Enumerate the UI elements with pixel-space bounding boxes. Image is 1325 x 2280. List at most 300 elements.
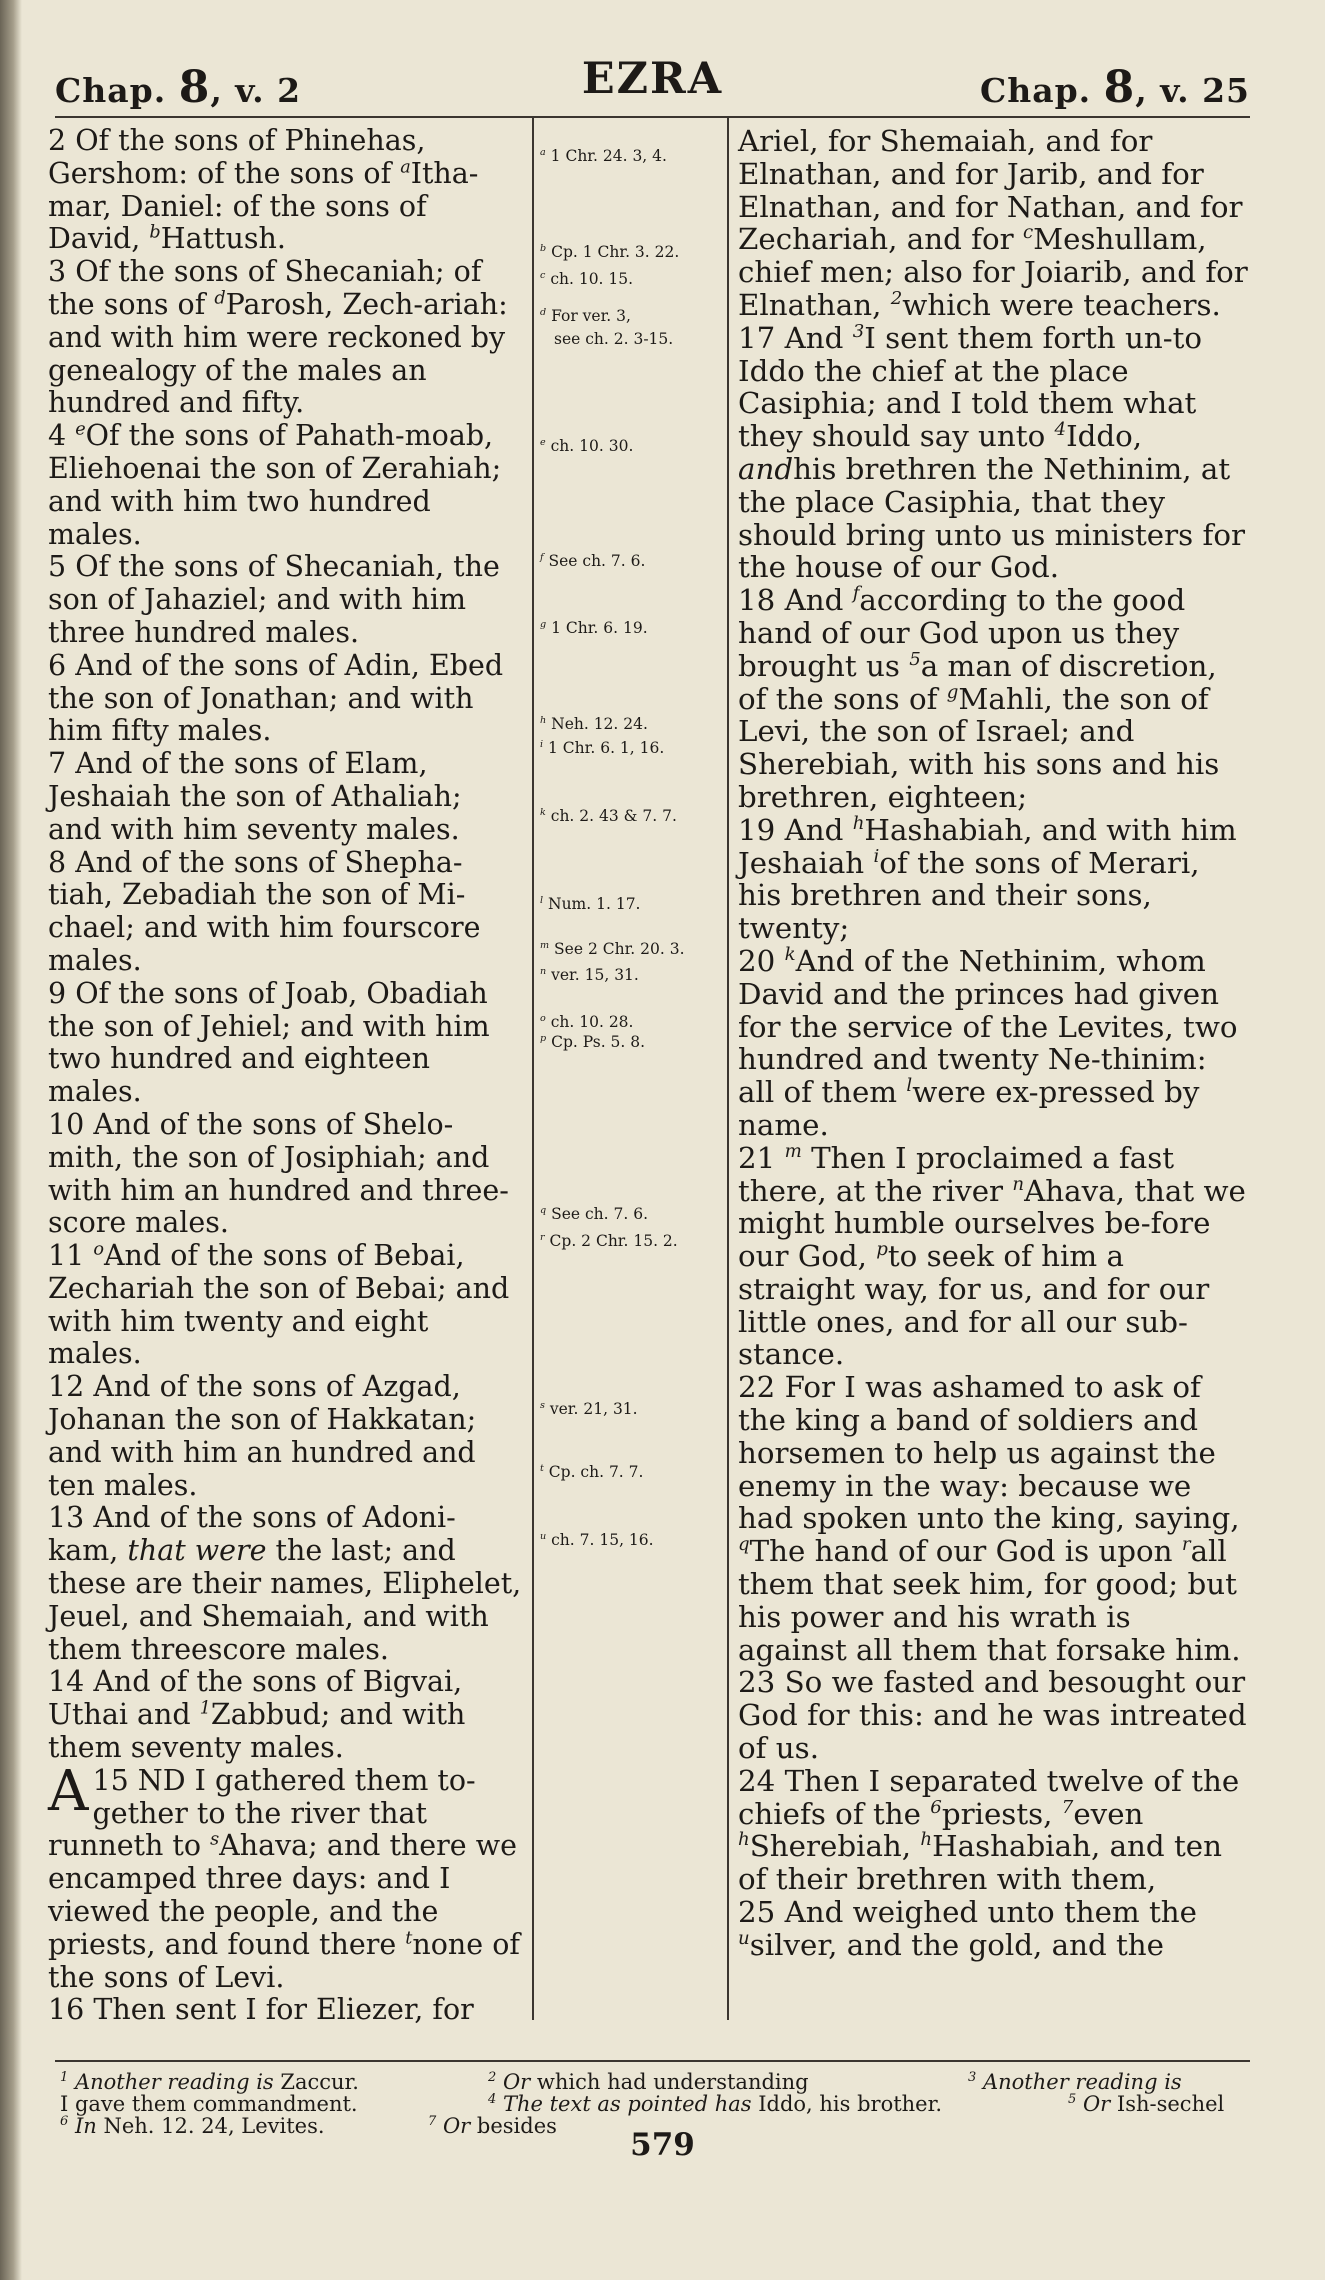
footnote-italic: Or	[502, 2070, 531, 2094]
verse-text: 23 So we fasted and besought	[738, 1665, 1186, 1700]
verse-paragraph	[48, 1994, 523, 2027]
reference-text: Num. 1. 17.	[548, 895, 641, 913]
verse-text: Hashabiah, and with	[864, 812, 1172, 847]
verse-text: him two hundred and eighteen	[48, 1009, 490, 1076]
header-right-chapter: 8	[1103, 62, 1136, 113]
verse-paragraph	[48, 1666, 523, 1764]
verse-text: of the king a band of soldiers	[738, 1370, 1201, 1438]
reference-letter: o	[540, 1012, 546, 1024]
reference-text: Cp. 1 Chr. 3. 22.	[551, 243, 680, 261]
verse-text: score males.	[48, 1206, 229, 1240]
footnote-number: 3	[968, 2070, 977, 2085]
reference-text: 1 Chr. 24. 3, 4.	[550, 147, 667, 165]
verse-text: 18 And	[738, 583, 853, 618]
reference-text: See 2 Chr. 20. 3.	[554, 940, 685, 958]
verse-paragraph	[48, 1109, 523, 1240]
reference-marker: i	[873, 845, 880, 867]
verse-text: 13 And of the sons of Adoni-	[48, 1501, 456, 1535]
verse-text: two hundred and twenty Ne-	[738, 1009, 1238, 1077]
verse-text: Ariel, for Shemaiah, and for	[738, 124, 1153, 158]
verse-text: for the service of the Levites,	[738, 1009, 1174, 1044]
verse-text: intreated of us.	[738, 1698, 1247, 1766]
reference-marker: f	[852, 583, 860, 605]
verse-text: 21	[738, 1140, 785, 1175]
header-right	[980, 62, 1250, 113]
footnote-number: 2	[488, 2070, 497, 2085]
reference-marker: t	[405, 1928, 413, 1949]
verse-text: mar, Daniel: of the sons of	[48, 189, 427, 223]
verse-text: saying,	[1134, 1501, 1240, 1536]
header-left-prefix: Chap.	[55, 71, 167, 110]
verse-text: The hand of our God	[749, 1534, 1056, 1569]
verse-text: Meshullam, chief men; also	[738, 222, 1207, 290]
reference-marker: h	[920, 1829, 933, 1851]
reference-marker: g	[946, 681, 959, 703]
italic-text: and	[738, 451, 794, 486]
verse-text: 25 And weighed unto them the	[738, 1895, 1198, 1930]
verse-paragraph	[738, 1142, 1248, 1372]
reference-letter: r	[540, 1231, 545, 1243]
verse-text: to seek of him a	[887, 1239, 1124, 1274]
header-right-verse: , v. 25	[1135, 71, 1250, 110]
verse-text: his brethren, eighteen;	[738, 747, 1220, 814]
reference-text: See ch. 7. 6.	[551, 1205, 649, 1223]
reference-letter: s	[540, 1399, 545, 1411]
verse-text: for the house of our God.	[738, 517, 1245, 585]
text-column-left	[48, 125, 523, 2027]
verse-text: to Iddo the chief at the place	[738, 320, 1203, 388]
verse-text: Iddo,	[1066, 419, 1143, 454]
verse-text: and for Zechariah, and for	[738, 189, 1243, 257]
verse-text: priests, and found there	[48, 1927, 406, 1961]
verse-text: even	[1073, 1796, 1144, 1831]
verse-paragraph	[48, 420, 523, 551]
verse-text: our God for this: and he was	[738, 1665, 1246, 1733]
verse-text: mith, the son of Josiphiah; and	[48, 1140, 490, 1174]
reference-letter: u	[540, 1530, 547, 1542]
reference-text: Cp. 2 Chr. 15. 2.	[549, 1232, 678, 1250]
verse-text: 2 Of the sons of Phinehas,	[48, 124, 426, 157]
reference-marker: h	[738, 1829, 750, 1851]
reference-letter: e	[540, 436, 546, 448]
drop-cap: A	[48, 1758, 89, 1824]
reference-entry	[540, 715, 648, 733]
verse-text: gether to the river that	[92, 1796, 427, 1830]
verse-text: which were teachers.	[902, 287, 1221, 322]
verse-text: him Jeshaiah	[738, 812, 1237, 880]
verse-text: Zabbud; and with	[210, 1698, 466, 1732]
verse-text: of the sons of	[879, 845, 1079, 880]
verse-text: 7 And of the sons of Elam,	[48, 747, 428, 781]
reference-entry	[540, 895, 640, 913]
reference-text: See ch. 7. 6.	[548, 552, 646, 570]
verse-text: thinim: all of them	[738, 1042, 1207, 1110]
verse-text: and horsemen to help us against	[738, 1403, 1199, 1470]
verse-text: runneth to	[48, 1829, 211, 1863]
footnote-text: which had understanding	[530, 2070, 809, 2094]
reference-letter: g	[540, 618, 547, 630]
verse-text: 3 Of the sons of Shecaniah;	[48, 255, 445, 289]
reference-marker: r	[1181, 1534, 1191, 1556]
header-rule	[55, 116, 1250, 118]
verse-text: Casiphia; and I told them what	[738, 386, 1197, 421]
verse-text: fore our God,	[738, 1206, 1211, 1274]
reference-text: see ch. 2. 3-15.	[554, 330, 674, 348]
reference-marker: p	[876, 1239, 888, 1261]
footnote-number: 4	[488, 2092, 497, 2107]
verse-text: And of the sons of Bebai,	[103, 1239, 465, 1273]
verse-text: ND I gathered them to-	[137, 1763, 476, 1797]
verse-text: for Joiarib, and for Elnathan,	[738, 255, 1248, 322]
reference-marker: m	[784, 1140, 802, 1162]
reference-letter: l	[540, 894, 544, 906]
verse-text: and with him an hundred and	[48, 1435, 476, 1469]
verse-text: the place Casiphia, that they	[738, 484, 1166, 519]
verse-text: males.	[48, 1075, 142, 1109]
reference-letter: h	[540, 714, 547, 726]
verse-text: they should say unto	[738, 419, 1055, 454]
header-right-prefix: Chap.	[979, 71, 1092, 110]
reference-marker: k	[784, 944, 796, 966]
reference-letter: i	[540, 738, 544, 750]
reference-marker: d	[214, 288, 226, 309]
reference-entry	[540, 966, 639, 984]
reference-entry	[540, 437, 633, 455]
verse-text: for Elnathan, and for Nathan,	[738, 156, 1204, 224]
verse-text: them seventy males.	[48, 1731, 344, 1765]
verse-text: wrath is against all them that	[738, 1599, 1131, 1667]
reference-text: ch. 10. 15.	[550, 270, 634, 288]
verse-text: Of the sons of Pahath-	[85, 419, 405, 453]
reference-entry	[540, 270, 633, 288]
verse-text: David,	[48, 222, 150, 256]
reference-text: Cp. Ps. 5. 8.	[551, 1033, 646, 1051]
footnote-marker: 4	[1054, 419, 1067, 441]
verse-text: we encamped three days: and	[48, 1829, 517, 1896]
verse-text: I sent them forth un-	[864, 320, 1173, 355]
verse-text: I viewed the people, and the	[48, 1862, 451, 1929]
verse-text: 8 And of the sons of Shepha-	[48, 845, 463, 879]
footnote	[1068, 2090, 1224, 2118]
verse-paragraph	[48, 978, 523, 1109]
footnote-italic: Or	[1082, 2092, 1111, 2116]
footnote-marker: 7	[1061, 1796, 1074, 1818]
footnote-marker: 3	[852, 321, 865, 343]
verse-text: of the sons of	[48, 255, 482, 321]
footnotes	[48, 2068, 1248, 2138]
footnote-italic: In	[74, 2114, 97, 2138]
verse-text: priests,	[941, 1796, 1062, 1831]
reference-entry	[540, 243, 679, 261]
verse-paragraph	[738, 1765, 1248, 1896]
verse-text: Ebed the son of Jonathan; and	[48, 648, 504, 715]
column-divider-right	[727, 118, 729, 2020]
reference-letter: p	[540, 1032, 547, 1044]
reference-entry	[540, 307, 631, 325]
verse-text: Uthai and	[48, 1698, 200, 1732]
verse-text: males.	[48, 943, 142, 977]
reference-marker: c	[1023, 222, 1034, 244]
verse-text: the son of Jehiel; and with	[48, 1009, 427, 1043]
reference-marker: e	[75, 419, 86, 440]
reference-entry	[540, 1033, 645, 1051]
reference-letter: b	[540, 242, 547, 254]
footnote-marker: 5	[909, 648, 921, 670]
verse-text: Mahli, the son	[958, 681, 1171, 716]
verse-text: 5 Of the sons of Shecaniah,	[48, 550, 445, 584]
verse-text: tiah, Zebadiah the son of Mi-	[48, 878, 466, 912]
verse-text: Merari, his brethren and their	[738, 845, 1200, 913]
footnote-text: Zaccur.	[273, 2070, 359, 2094]
binding-gutter	[0, 0, 22, 2280]
verse-text: Zerahiah; and with him two	[48, 451, 502, 518]
reference-text: Cp. ch. 7. 7.	[548, 1463, 644, 1481]
reference-marker: a	[400, 157, 411, 178]
verse-text: brought us	[738, 648, 910, 683]
verse-text: Johanan the son of Hakkatan;	[48, 1403, 477, 1437]
footnote-number: 5	[1068, 2092, 1077, 2107]
verse-text: pressed by name.	[738, 1075, 1200, 1142]
page-number: 579	[630, 2127, 695, 2163]
verse-text: Zechariah the son of Bebai;	[48, 1271, 447, 1305]
verse-text: these are their names, Eliphelet,	[48, 1567, 522, 1601]
verse-paragraph	[738, 125, 1248, 322]
verse-text: Sherebiah,	[749, 1829, 921, 1864]
reference-entry	[540, 619, 648, 637]
verse-text: Itha-	[410, 156, 479, 190]
verse-text: Jeshaiah the son of Athaliah;	[48, 779, 462, 813]
verse-text: 6 And of the sons of Adin,	[48, 648, 420, 682]
reference-entry	[540, 739, 664, 757]
verse-text: moab, Eliehoenai the son of	[48, 419, 494, 485]
verse-text: ten males.	[48, 1468, 198, 1502]
verse-text: hundred males.	[48, 484, 431, 551]
footnote-marker: 6	[930, 1796, 942, 1818]
verse-paragraph	[738, 945, 1248, 1142]
footnote-number: 7	[428, 2114, 437, 2129]
reference-marker: o	[93, 1239, 104, 1260]
reference-entry	[540, 1013, 633, 1031]
reference-entry	[540, 1205, 648, 1223]
reference-letter: f	[540, 551, 544, 563]
footnote-text: Neh. 12. 24, Levites.	[96, 2114, 325, 2138]
verse-paragraph	[48, 748, 523, 846]
verse-text: And of the Nethinim, whom	[795, 943, 1206, 978]
footnote-italic: The text as pointed has	[502, 2092, 752, 2116]
verse-text: Jeuel, and Shemaiah, and with	[48, 1599, 489, 1633]
reference-marker: l	[906, 1075, 913, 1097]
reference-entry	[540, 1400, 638, 1418]
verse-text: silver, and the gold, and the	[749, 1927, 1164, 1962]
column-divider-left	[532, 118, 534, 2020]
reference-text: ch. 10. 30.	[550, 437, 634, 455]
footnote-text: besides	[470, 2114, 557, 2138]
verse-text: the enemy in the way: because	[738, 1435, 1216, 1503]
verse-text: we might humble ourselves be-	[738, 1173, 1246, 1241]
verse-paragraph	[738, 322, 1248, 584]
verse-text: them threescore males.	[48, 1632, 389, 1666]
verse-text: 9 Of the sons of Joab, Obadiah	[48, 976, 488, 1010]
verse-text: all them that seek him,	[738, 1534, 1227, 1602]
verse-paragraph	[48, 847, 523, 978]
verse-text: of the sons of	[738, 681, 947, 716]
verse-text: Hattush.	[160, 222, 286, 256]
verse-text: hand of our God upon us they	[738, 615, 1180, 650]
reference-letter: d	[540, 306, 547, 318]
verse-text: 20	[738, 943, 785, 978]
verse-paragraph	[48, 1240, 523, 1371]
reference-marker: n	[1012, 1173, 1025, 1195]
verse-text: with him fifty males.	[48, 681, 474, 748]
book-title: EZRA	[581, 54, 724, 104]
reference-letter: n	[540, 965, 547, 977]
verse-text: is upon	[1064, 1534, 1182, 1569]
reference-entry	[540, 1232, 678, 1250]
verse-text: 11	[48, 1239, 94, 1273]
footnote-rule	[55, 2060, 1250, 2062]
verse-paragraph	[738, 584, 1248, 814]
verse-paragraph	[48, 1371, 523, 1502]
verse-text: stance.	[738, 1337, 845, 1372]
verse-text: there, at the river	[738, 1173, 1013, 1208]
verse-paragraph	[48, 125, 523, 256]
verse-text: Hashabiah, and	[932, 1829, 1165, 1864]
verse-paragraph	[48, 650, 523, 748]
verse-text: him three hundred males.	[48, 583, 467, 649]
footnote-italic: Another reading is	[982, 2070, 1182, 2094]
verse-text: 16 Then sent I for Eliezer, for	[48, 1993, 474, 2027]
verse-text: forsake him.	[1055, 1632, 1241, 1667]
reference-letter: m	[540, 939, 550, 951]
verse-text: chael; and with him fourscore	[48, 911, 481, 945]
reference-entry	[540, 330, 673, 348]
reference-entry	[540, 552, 645, 570]
reference-text: ch. 2. 43 & 7. 7.	[550, 807, 677, 825]
verse-text: males an hundred and fifty.	[48, 353, 427, 420]
verse-text: Gershom: of the sons of	[48, 156, 401, 190]
footnote-italic: Or	[442, 2114, 471, 2138]
verse-text: ten of their brethren with them,	[738, 1829, 1222, 1897]
reference-text: 1 Chr. 6. 19.	[551, 619, 648, 637]
verse-paragraph	[738, 814, 1248, 945]
text-column-right	[738, 125, 1248, 1962]
reference-text: ch. 10. 28.	[550, 1013, 634, 1031]
footnote-italic: Another reading is	[74, 2070, 274, 2094]
verse-text: should bring unto us ministers	[738, 517, 1194, 552]
verse-text: ariah: and with him were	[48, 287, 508, 354]
verse-paragraph	[738, 1371, 1248, 1666]
verse-paragraph	[738, 1666, 1248, 1764]
verse-text: Ahava; and there	[219, 1829, 467, 1863]
footnote-marker: 2	[890, 288, 903, 310]
footnote-text: Ish-sechel	[1110, 2092, 1225, 2116]
italic-text: that were	[127, 1534, 267, 1568]
verse-paragraph	[48, 1758, 523, 1995]
footnote-number: 6	[60, 2114, 69, 2129]
footnote-marker: 1	[199, 1698, 211, 1719]
running-header	[55, 54, 1250, 114]
reference-marker: s	[210, 1829, 220, 1850]
verse-text: a man of discretion,	[920, 648, 1217, 683]
reference-letter: c	[540, 269, 546, 281]
reference-marker: b	[149, 222, 161, 243]
verse-text: David and the princes had given	[738, 976, 1220, 1011]
verse-paragraph	[48, 551, 523, 649]
verse-text: and with him seventy males.	[48, 812, 460, 846]
verse-text: of Levi, the son of Israel; and	[738, 681, 1209, 749]
verse-text: his brethren the Nethinim, at	[793, 451, 1231, 486]
verse-paragraph	[738, 1896, 1248, 1962]
verse-text: the last; and	[266, 1534, 456, 1568]
verse-text: none	[412, 1927, 484, 1961]
reference-entry	[540, 1531, 654, 1549]
verse-text: males.	[48, 1337, 142, 1371]
header-left-verse: , v. 2	[210, 71, 302, 110]
verse-text: Elnathan, and for Jarib, and	[738, 156, 1152, 191]
reference-text: For ver. 3,	[551, 307, 631, 325]
verse-text: were ex-	[912, 1075, 1039, 1110]
reference-marker: u	[738, 1928, 750, 1950]
verse-text: 15	[92, 1763, 138, 1797]
verse-text: the chiefs of the	[738, 1763, 1240, 1831]
verse-text: 10 And of the sons of Shelo-	[48, 1107, 454, 1141]
reference-entry	[540, 1463, 643, 1481]
verse-text: and with him twenty and eight	[48, 1271, 510, 1338]
footnote-text: I gave them commandment.	[60, 2092, 358, 2116]
reference-entry	[540, 147, 667, 165]
verse-text: kam,	[48, 1534, 128, 1568]
cross-references	[540, 125, 720, 2025]
verse-text: 24 Then I separated twelve of	[738, 1763, 1182, 1798]
reference-letter: t	[540, 1462, 544, 1474]
verse-text: for good; but his power and his	[738, 1567, 1237, 1634]
verse-text: Ahava, that	[1024, 1173, 1195, 1208]
verse-paragraph	[48, 256, 523, 420]
verse-paragraph	[48, 1502, 523, 1666]
reference-letter: q	[540, 1204, 547, 1216]
verse-text: sons, twenty;	[738, 878, 1152, 946]
verse-text: 4	[48, 419, 76, 453]
verse-text: Then I proclaimed a fast	[801, 1140, 1175, 1175]
reference-entry	[540, 940, 685, 958]
reference-letter: k	[540, 806, 546, 818]
verse-text: according to the good	[859, 583, 1186, 618]
verse-text: of the sons of Levi.	[48, 1927, 520, 1994]
reference-text: Neh. 12. 24.	[551, 715, 648, 733]
verse-text: straight way, for us, and for our	[738, 1271, 1210, 1306]
verse-text: 17 And	[738, 320, 853, 355]
verse-text: 22 For I was ashamed to ask	[738, 1370, 1164, 1405]
verse-text: we had spoken unto the king,	[738, 1468, 1192, 1536]
verse-text: reckoned by genealogy of the	[48, 320, 506, 387]
verse-text: little ones, and for all our sub-	[738, 1304, 1188, 1339]
verse-text: 12 And of the sons of Azgad,	[48, 1370, 461, 1404]
reference-letter: a	[540, 146, 546, 158]
reference-text: ver. 21, 31.	[549, 1400, 638, 1418]
header-left-chapter: 8	[178, 62, 211, 113]
reference-text: 1 Chr. 6. 1, 16.	[548, 739, 665, 757]
verse-text: 19 And	[738, 812, 853, 847]
verse-text: Sherebiah, with his sons and	[738, 747, 1167, 782]
footnote-number: 1	[60, 2070, 69, 2085]
reference-entry	[540, 807, 677, 825]
verse-text: 14 And of the sons of Bigvai,	[48, 1665, 463, 1699]
verse-text: with him an hundred and three-	[48, 1173, 509, 1207]
verse-text: the son of Jahaziel; and with	[48, 550, 500, 617]
reference-marker: q	[738, 1534, 750, 1556]
reference-marker: h	[852, 812, 865, 834]
reference-text: ver. 15, 31.	[551, 966, 639, 984]
